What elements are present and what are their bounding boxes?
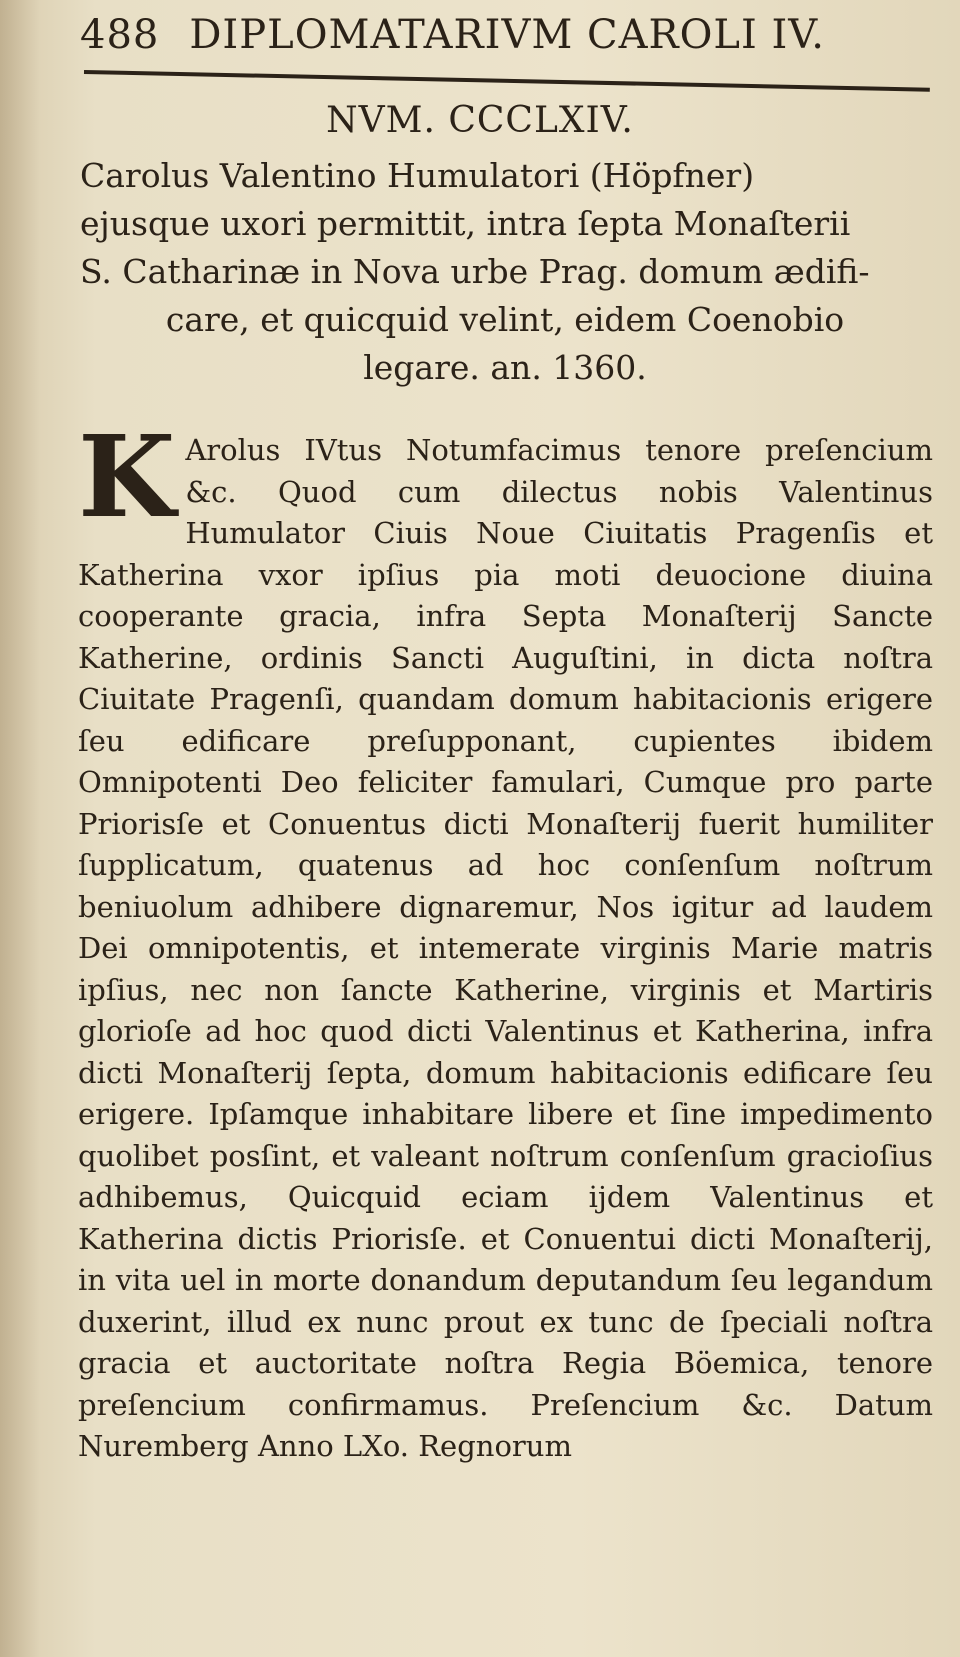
- charter-paragraph: Arolus IVtus Notumfacimus tenore preſencium &c. Quod cum dilectus nobis Valentinus Humulator Ciuis Noue Ciuitatis Pragenſis et Katherina vxor ipſius pia moti deuocione diuina cooperante gracia, infra Septa Monaſterij Sancte Katherine, ordinis Sancti Auguſtini, in dicta noſtra Ciuitate Pragenſi, quandam domum habitacionis erigere ſeu edificare preſupponant, cupientes ibidem Omnipotenti Deo feliciter famulari, Cumque pro parte Priorisſe et Conuentus dicti Monaſterij fuerit humiliter ſupplicatum, quatenus ad hoc conſenſum noſtrum beniuolum adhibere dignaremur, Nos igitur ad laudem Dei omnipotentis, et intemerate virginis Marie matris ipſius, nec non ſancte Katherine, virginis et Martiris glorioſe ad hoc quod dicti Valentinus et Katherina, infra dicti Monaſterij ſepta, domum habitacionis edificare ſeu erigere. Ipſamque inhabitare libere et ſine impedimento quolibet posſint, et valeant noſtrum conſenſum gracioſius adhibemus, Quicquid eciam ijdem Valentinus et Katherina dictis Priorisſe. et Conuentui dicti Monaſterij, in vita uel in morte donandum deputandum ſeu legandum duxerint, illud ex nunc prout ex tunc de ſpeciali noſtra gracia et auctoritate noſtra Regia Böemica, tenore preſencium confirmamus. Preſencium &c. Datum Nuremberg Anno LXo. Regnorum: [78, 433, 933, 1463]
- running-header: [80, 12, 920, 72]
- summary-line: care, et quicquid velint, eidem Coenobio: [165, 300, 845, 339]
- header-rule: [84, 70, 930, 92]
- running-title: DIPLOMATARIVM CAROLI IV.: [189, 12, 825, 58]
- summary-line: legare. an. 1360.: [363, 348, 647, 387]
- drop-cap: K: [78, 412, 176, 543]
- document-number: NVM. CCCLXIV.: [326, 100, 634, 141]
- document-summary: [80, 152, 930, 392]
- summary-line: Carolus Valentino Humulatori (Höpfner): [80, 156, 755, 195]
- charter-text: [78, 412, 933, 1468]
- page-number: 488: [80, 12, 160, 58]
- summary-line: ejusque uxori permittit, intra ſepta Monaſterii: [80, 204, 851, 243]
- page-gutter-shadow: [0, 0, 40, 1657]
- summary-line: S. Catharinæ in Nova urbe Prag. domum ædifi-: [80, 252, 870, 291]
